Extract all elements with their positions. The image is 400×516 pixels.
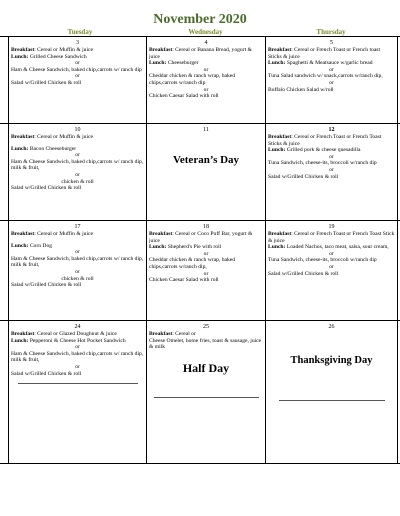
breakfast-label: Breakfast [268, 134, 292, 140]
divider-line [154, 397, 259, 398]
breakfast-text: : Cereal or French Toast or French Toast Sticks & juice [268, 134, 382, 147]
or-text: or [203, 66, 209, 73]
or-text: or [329, 153, 334, 160]
day-header-thursday: Thursday [316, 28, 346, 36]
breakfast-line [149, 331, 263, 338]
lunch-label: Lunch: [268, 60, 286, 67]
lunch-line [268, 60, 395, 67]
day-number: 10 [74, 127, 81, 133]
page-title: November 2020 [153, 12, 247, 27]
option-text: chicken & roll [61, 275, 94, 282]
option-text: chicken & roll [61, 178, 94, 185]
day-cell-26 [268, 324, 395, 462]
option-text: Tuna Salad sandwich w/ snack,carrots w/ranch dip, [268, 73, 383, 80]
option-text: Salad w/Grilled Chicken & roll [11, 370, 82, 377]
breakfast-text: : Cereal or French Toast or French toast Sticks & juice [268, 47, 381, 60]
divider-line [279, 400, 385, 401]
lunch-text: Grilled pork & cheese quesadilla [285, 147, 361, 154]
option-text: Salad w/Grilled Chicken & roll [11, 282, 82, 289]
option-text: Ham & Cheese Sandwich, baked chip,carrots w/ ranch dip, milk & fruit, [11, 158, 144, 172]
breakfast-text: : Cereal or [172, 331, 196, 337]
day-cell-19 [268, 224, 395, 319]
lunch-label: Lunch: [149, 60, 167, 67]
breakfast-label: Breakfast [149, 47, 173, 53]
breakfast-line [149, 47, 263, 60]
breakfast-label: Breakfast [11, 231, 35, 237]
lunch-label: Lunch: [11, 337, 29, 344]
option-text: Chicken Caesar Salad with roll [149, 277, 219, 284]
day-number: 17 [74, 224, 81, 230]
breakfast-line [268, 134, 395, 147]
lunch-text: Bacon Cheeseburger [28, 145, 77, 152]
day-header-wednesday: Wednesday [188, 28, 223, 36]
breakfast-label: Breakfast [268, 231, 292, 237]
day-cell-17 [11, 224, 144, 319]
day-cell-4 [149, 40, 263, 122]
or-text: or [75, 73, 80, 80]
calendar-grid [0, 36, 400, 464]
grid-line [146, 36, 147, 464]
option-text: Salad w/Grilled Chicken & roll [11, 185, 82, 192]
day-number: 12 [328, 127, 335, 133]
lunch-text: Spaghetti & Meatsauce w/garlic bread [285, 60, 373, 67]
or-text: or [329, 166, 334, 173]
day-number: 24 [74, 324, 81, 330]
lunch-line [11, 54, 144, 61]
breakfast-line [268, 231, 395, 244]
holiday-label: Veteran’s Day [172, 154, 240, 166]
lunch-text: Corn Dog [28, 242, 53, 249]
breakfast-line [11, 47, 144, 54]
or-text: or [75, 60, 80, 67]
lunch-line [268, 147, 395, 154]
lunch-line [149, 60, 263, 67]
lunch-text: Grilled Cheese Sandwich [28, 53, 87, 60]
day-cell-24 [11, 324, 144, 462]
option-text: Ham & Cheese Sandwich, baked chip,carrots w/ ranch dip [11, 66, 142, 73]
lunch-line [149, 244, 263, 251]
day-cell-25 [149, 324, 263, 462]
breakfast-text: : Cereal or Muffin & juice [34, 134, 93, 140]
breakfast-text: : Cereal or Glazed Doughnut & juice [34, 331, 117, 337]
or-text: or [329, 66, 334, 73]
option-text: Salad w/Grilled Chicken & roll [268, 173, 339, 180]
option-text: Chicken Caesar Salad with roll [149, 93, 219, 100]
or-text: or [329, 263, 334, 270]
option-text: Ham & Cheese Sandwich, baked chip,carrots w/ ranch dip, milk & fruit, [11, 350, 144, 364]
or-text: or [329, 79, 334, 86]
day-number: 25 [203, 324, 209, 330]
or-text: or [203, 86, 209, 93]
option-text: Tuna Sandwich, cheese-its, broccoli w/ranch dip [268, 257, 377, 264]
or-text: or [75, 171, 80, 178]
lunch-text: Loaded Nachos, taco meat, salsa, sour cream, [285, 244, 389, 251]
day-number: 26 [328, 324, 335, 330]
lunch-line [11, 243, 144, 250]
breakfast-line [11, 231, 144, 238]
option-text: Buffalo Chicken Salad w/roll [268, 86, 334, 93]
day-number: 18 [203, 224, 209, 230]
or-text: or [203, 270, 209, 277]
breakfast-label: Breakfast [149, 231, 173, 237]
or-text: or [329, 250, 334, 257]
breakfast-line [11, 331, 144, 338]
breakfast-text: : Cereal or Muffin & juice [34, 47, 93, 53]
day-header-tuesday: Tuesday [67, 28, 93, 36]
or-text: or [75, 152, 80, 159]
breakfast-label: Breakfast [11, 134, 35, 140]
or-text: or [75, 363, 80, 370]
day-cell-5 [268, 40, 395, 122]
day-number: 5 [330, 40, 333, 46]
grid-line [0, 320, 400, 321]
day-number: 19 [328, 224, 335, 230]
grid-line [0, 463, 400, 464]
day-cell-18 [149, 224, 263, 319]
day-cell-11 [149, 127, 263, 219]
or-text: or [75, 344, 80, 351]
grid-line [397, 36, 398, 464]
breakfast-line [268, 47, 395, 60]
day-cell-10 [11, 127, 144, 219]
breakfast-label: Breakfast [11, 331, 35, 337]
or-text: or [75, 268, 80, 275]
option-text: Tuna Sandwich, cheese-its, broccoli w/ranch dip [268, 160, 377, 167]
breakfast-text: : Cereal or Coco Puff Bar, yogurt & juice [149, 231, 253, 244]
breakfast-line [149, 231, 263, 244]
or-text: or [75, 249, 80, 256]
day-number: 3 [76, 40, 79, 46]
holiday-label: Thanksgiving Day [290, 355, 373, 366]
grid-line [0, 220, 400, 221]
option-text: Salad w/Grilled Chicken & roll [11, 79, 82, 86]
option-text: Cheddar chicken & ranch wrap, baked chips,carrots w/ranch dip [149, 73, 236, 86]
breakfast-line [11, 134, 144, 141]
breakfast-text: : Cereal or Muffin & juice [34, 231, 93, 237]
half-day-label: Half Day [182, 360, 230, 375]
divider-line [18, 383, 138, 384]
option-text: Ham & Cheese Sandwich, baked chip,carrots w/ ranch dip, milk & fruit, [11, 255, 144, 269]
breakfast-text: : Cereal or French Toast or French Toast Stick & juice [268, 231, 395, 244]
breakfast-text: : Cereal or Banana Bread, yogurt & juice [149, 47, 252, 60]
lunch-line [11, 338, 144, 345]
breakfast-label: Breakfast [11, 47, 35, 53]
grid-line [8, 36, 9, 464]
breakfast-label: Breakfast [149, 331, 173, 337]
breakfast-label: Breakfast [268, 47, 292, 53]
lunch-label: Lunch: [11, 242, 29, 249]
day-cell-12 [268, 127, 395, 219]
option-text: Salad w/Grilled Chicken & roll [268, 270, 339, 277]
grid-line [0, 36, 400, 37]
lunch-label: Lunch: [268, 147, 286, 154]
lunch-label: Lunch: [11, 53, 29, 60]
lunch-text: Shepherd's Pie with roll [166, 244, 222, 251]
grid-line [0, 123, 400, 124]
day-cell-3 [11, 40, 144, 122]
lunch-label: Lunch: [149, 244, 167, 251]
lunch-text: Cheeseburger [166, 60, 199, 67]
option-text: Cheddar chicken & ranch wrap, baked chips,carrots w/ranch dip, [149, 257, 236, 270]
grid-line [265, 36, 266, 464]
day-number: 11 [203, 127, 209, 133]
option-text: Cheese Omelet, home fries, toast & sausage, juice & milk [149, 337, 262, 351]
lunch-label: Lunch: [268, 244, 286, 251]
lunch-label: Lunch: [11, 145, 29, 152]
or-text: or [203, 250, 209, 257]
day-number: 4 [204, 40, 208, 46]
lunch-text: Pepperoni & Cheese Hot Pocket Sandwich [28, 337, 126, 344]
lunch-line [268, 244, 395, 251]
lunch-line [11, 146, 144, 153]
